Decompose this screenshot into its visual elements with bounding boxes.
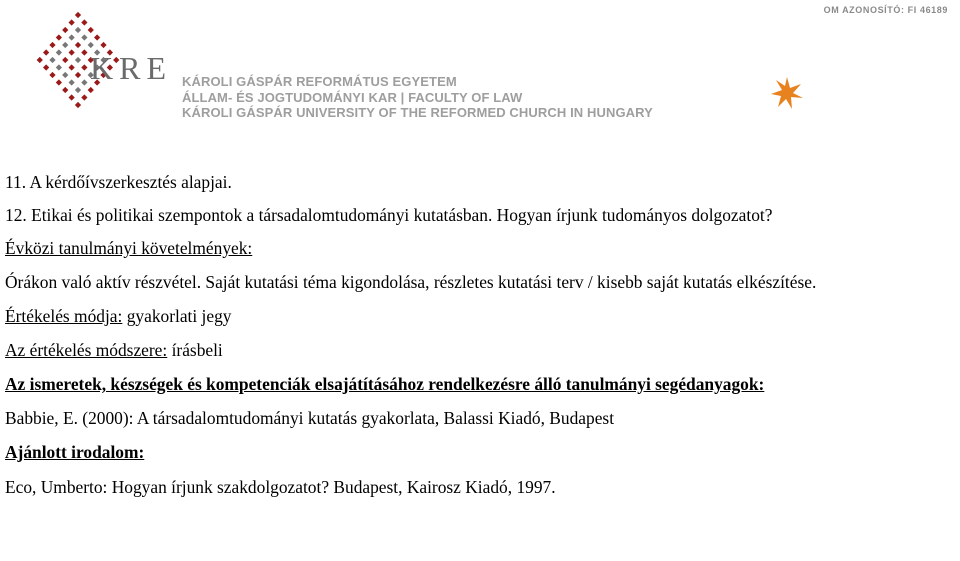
om-identifier: OM AZONOSÍTÓ: FI 46189 xyxy=(823,5,948,15)
recommended-item: Eco, Umberto: Hogyan írjunk szakdolgozatot? Budapest, Kairosz Kiadó, 1997. xyxy=(5,477,556,497)
institution-line-3: KÁROLI GÁSPÁR UNIVERSITY OF THE REFORMED CHURCH IN HUNGARY xyxy=(182,105,653,120)
evaluation-label: Értékelés módja: xyxy=(5,306,123,326)
list-item-12: 12. Etikai és politikai szempontok a társadalomtudományi kutatásban. Hogyan írjunk tudományos dolgozatot? xyxy=(5,205,773,225)
list-item-11: 11. A kérdőívszerkesztés alapjai. xyxy=(5,172,232,192)
requirements-heading: Évközi tanulmányi követelmények: xyxy=(5,238,253,258)
course-requirements xyxy=(5,171,955,498)
requirements-text: Órákon való aktív részvétel. Saját kutatási téma kigondolása, részletes kutatási terv / kisebb saját kutatás elkészítése. xyxy=(5,272,817,292)
logo-wordmark: KRE xyxy=(90,50,172,86)
recommended-heading: Ajánlott irodalom: xyxy=(5,442,145,462)
materials-item: Babbie, E. (2000): A társadalomtudományi kutatás gyakorlata, Balassi Kiadó, Budapest xyxy=(5,408,615,428)
method-label: Az értékelés módszere: xyxy=(5,340,168,360)
materials-heading: Az ismeretek, készségek és kompetenciák elsajátításához rendelkezésre álló tanulmányi segédanyagok: xyxy=(5,374,765,394)
star-emblem-icon xyxy=(770,76,804,110)
institution-line-2: ÁLLAM- ÉS JOGTUDOMÁNYI KAR | FACULTY OF LAW xyxy=(182,89,523,105)
evaluation-value: gyakorlati jegy xyxy=(122,306,232,326)
method-value: írásbeli xyxy=(167,340,223,360)
institution-name-block xyxy=(182,74,653,121)
evaluation-line xyxy=(5,305,955,327)
institution-line-1: KÁROLI GÁSPÁR REFORMÁTUS EGYETEM xyxy=(182,74,457,89)
method-line xyxy=(5,339,955,361)
